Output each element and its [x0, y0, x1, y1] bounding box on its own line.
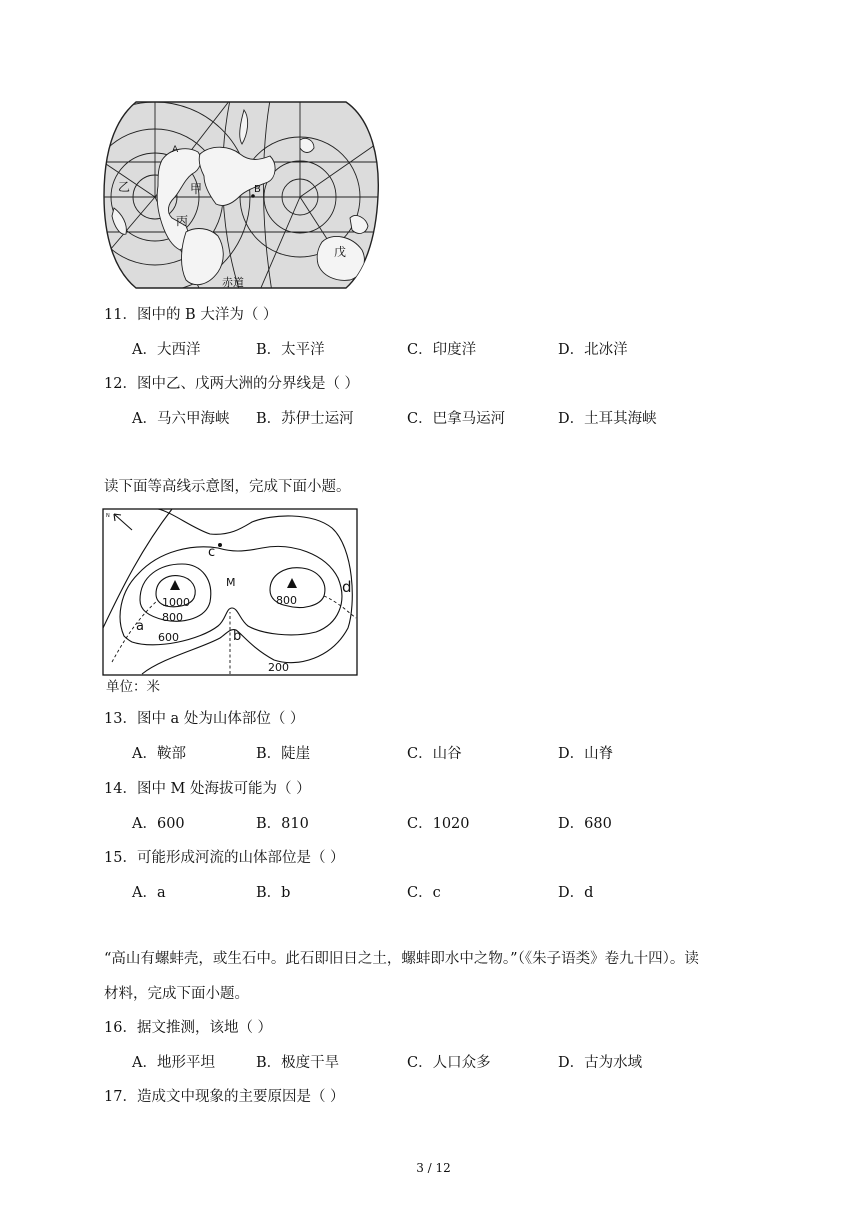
contour-intro: 读下面等高线示意图，完成下面小题。: [104, 479, 351, 495]
map-label-A: A: [172, 145, 179, 155]
contour-label-c: c: [208, 545, 216, 560]
question-15: 15．可能形成河流的山体部位是（ ）: [104, 850, 345, 866]
q16-option-c[interactable]: C．人口众多: [407, 1055, 491, 1071]
contour-unit: 单位：米: [106, 679, 160, 695]
q12-option-d[interactable]: D．土耳其海峡: [558, 411, 657, 427]
contour-label-b: b: [233, 629, 242, 644]
contour-value-800-left: 800: [162, 611, 183, 624]
contour-label-a: a: [136, 619, 144, 634]
q12-option-b[interactable]: B．苏伊士运河: [256, 411, 354, 427]
world-map-figure: [100, 100, 382, 292]
contour-value-1000: 1000: [162, 596, 190, 609]
q14-option-d[interactable]: D．680: [558, 816, 612, 832]
question-14: 14．图中 M 处海拔可能为（ ）: [104, 781, 311, 797]
question-12: 12．图中乙、戊两大洲的分界线是（ ）: [104, 376, 360, 392]
q12-option-a[interactable]: A．马六甲海峡: [132, 411, 230, 427]
map-label-equator: 赤道: [222, 276, 244, 289]
contour-value-800-right: 800: [276, 594, 297, 607]
contour-map-figure: [102, 508, 358, 676]
q14-option-c[interactable]: C．1020: [407, 816, 470, 832]
q15-option-c[interactable]: C．c: [407, 885, 441, 901]
map-label-bing: 丙: [176, 214, 189, 228]
contour-value-200: 200: [268, 661, 289, 674]
contour-value-600: 600: [158, 631, 179, 644]
q11-option-a[interactable]: A．大西洋: [132, 342, 201, 358]
material-line-2: 材料，完成下面小题。: [104, 986, 249, 1002]
question-17: 17．造成文中现象的主要原因是（ ）: [104, 1089, 345, 1105]
q15-option-b[interactable]: B．b: [256, 885, 291, 901]
q16-option-b[interactable]: B．极度干旱: [256, 1055, 340, 1071]
q14-option-b[interactable]: B．810: [256, 816, 309, 832]
q11-option-d[interactable]: D．北冰洋: [558, 342, 628, 358]
q13-option-a[interactable]: A．鞍部: [132, 746, 186, 762]
contour-label-M: M: [226, 576, 236, 589]
map-label-jia: 甲: [190, 182, 203, 196]
q11-option-b[interactable]: B．太平洋: [256, 342, 325, 358]
north-label: N: [106, 513, 110, 519]
q11-option-c[interactable]: C．印度洋: [407, 342, 477, 358]
question-13: 13．图中 a 处为山体部位（ ）: [104, 711, 305, 727]
question-16: 16．据文推测，该地（ ）: [104, 1020, 273, 1036]
q15-option-d[interactable]: D．d: [558, 885, 594, 901]
material-line-1: “高山有螺蚌壳，或生石中。此石即旧日之土，螺蚌即水中之物。”（《朱子语类》卷九十四）。读: [104, 951, 699, 967]
question-11: 11．图中的 B 大洋为（ ）: [104, 307, 278, 323]
q16-option-d[interactable]: D．古为水域: [558, 1055, 643, 1071]
q13-option-d[interactable]: D．山脊: [558, 746, 614, 762]
map-label-B: B: [254, 184, 261, 195]
map-label-yi: 乙: [118, 180, 131, 194]
q12-option-c[interactable]: C．巴拿马运河: [407, 411, 506, 427]
contour-label-d: d: [342, 578, 352, 596]
q15-option-a[interactable]: A．a: [132, 885, 166, 901]
q13-option-c[interactable]: C．山谷: [407, 746, 462, 762]
q16-option-a[interactable]: A．地形平坦: [132, 1055, 215, 1071]
map-label-wu: 戊: [334, 245, 347, 259]
page-number: 3 / 12: [416, 1161, 451, 1175]
q13-option-b[interactable]: B．陡崖: [256, 746, 311, 762]
q14-option-a[interactable]: A．600: [132, 816, 185, 832]
